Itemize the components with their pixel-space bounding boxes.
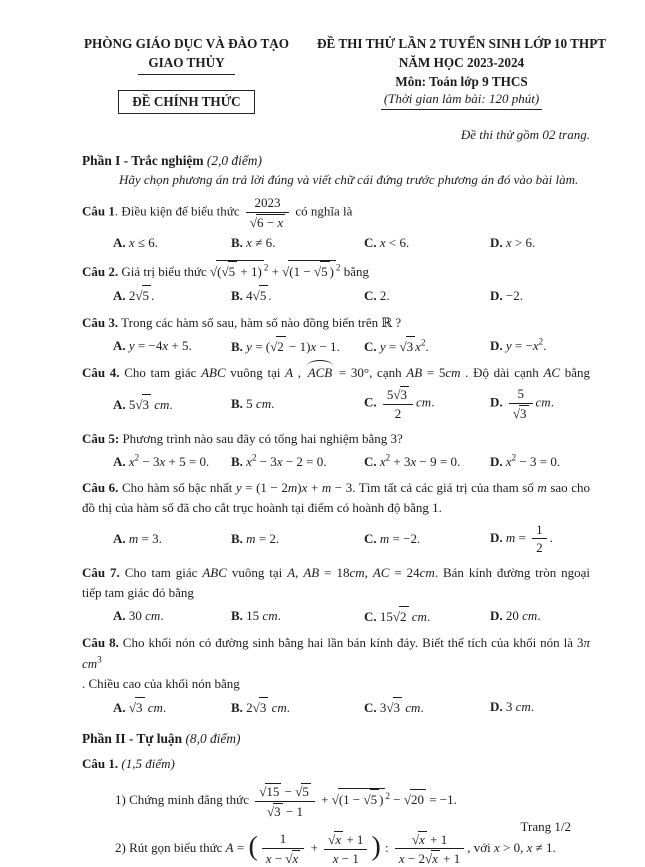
question-3	[82, 313, 590, 357]
part2-heading	[82, 731, 590, 747]
question-4-text: Câu 4. Cho tam giác ABC vuông tại A , ACB = 30°, cạnh AB = 5cm . Độ dài cạnh AC bằng	[82, 363, 590, 383]
part2-question-1-label	[82, 756, 590, 772]
exam-title: ĐỀ THI THỬ LẦN 2 TUYỂN SINH LỚP 10 THPT	[316, 36, 607, 51]
question-5-options	[113, 452, 590, 472]
question-6-option-b: B. m = 2.	[231, 530, 280, 546]
question-7-option-a: A. 30 cm.	[113, 608, 164, 624]
question-5-option-b: B. $x^2 - 3x - 2 = 0$.	[231, 452, 327, 469]
question-6-option-c: C. m = −2.	[364, 530, 421, 546]
question-2-options	[113, 285, 590, 306]
question-3-option-c: C. y = √ 3 $x^2$.	[364, 336, 490, 357]
question-8	[82, 633, 590, 717]
question-5	[82, 429, 590, 472]
question-7-option-b: B. 15 cm.	[231, 608, 281, 624]
question-7	[82, 563, 590, 627]
part2-question-1-number: Câu 1.	[82, 756, 119, 772]
question-6	[82, 478, 590, 555]
question-4-option-b: B. 5 cm.	[231, 396, 275, 412]
district-name-text: GIAO THỦY	[138, 53, 234, 75]
official-exam-label: ĐỀ CHÍNH THỨC	[118, 90, 254, 114]
question-8-option-a: A. √ 3 cm.	[113, 697, 231, 718]
question-2-option-a: A. 2 √ 5 .	[113, 285, 231, 306]
question-8-text-line2: . Chiều cao của khối nón bằng	[82, 675, 240, 691]
question-7-option-d: D. 20 cm.	[490, 608, 541, 624]
part1-title: Phần I - Trắc nghiệm	[82, 153, 204, 169]
authority-name: PHÒNG GIÁO DỤC VÀ ĐÀO TẠO	[83, 36, 290, 51]
question-4-option-d: D. 5 √ 3 cm.	[490, 386, 590, 421]
question-6-option-d: D. m = $\frac{1}{2}$ .	[490, 521, 553, 556]
header	[60, 34, 610, 114]
part2-question-1-item-1: 1) Chứng minh đẳng thức √ 15 − √ 5 √ 3 − 1 + √ (1 − √ 5 ) $^2$ − √ 20 = −1.	[115, 783, 590, 819]
question-2-option-d: D. −2.	[490, 287, 523, 303]
exam-title-block	[313, 34, 610, 114]
exam-content	[82, 153, 590, 866]
question-5-option-d: D. $x^2 - 3 = 0$.	[490, 452, 561, 469]
question-1-option-c: C. x < 6.	[364, 235, 410, 251]
question-7-option-c: C. 15 √ 2 cm.	[364, 606, 490, 627]
part2-title: Phần II - Tự luận	[82, 731, 183, 747]
page-count-note: Đề thi thử gồm 02 trang.	[460, 127, 590, 143]
question-4-option-a: A. 5 √ 3 cm.	[113, 394, 231, 415]
question-8-text-line1: Câu 8. Cho khối nón có đường sinh bằng hai lần bán kính đáy. Biết thể tích của khối nón là 3π $cm^3$	[82, 635, 590, 671]
question-2-option-c: C. 2.	[364, 287, 390, 303]
question-8-options	[113, 697, 590, 718]
question-4-options	[113, 386, 590, 421]
question-7-options	[113, 606, 590, 627]
part2-question-1-item-2: 2) Rút gọn biểu thức A = ( $\frac{1}{x - √ x}$ + √ $\frac{x + 1}{x - 1}$ ) : √ $\frac{x + 1}{x - 2 √ x + 1}$ , với x > 0, x ≠ 1.	[115, 831, 590, 867]
duration-line	[313, 91, 610, 110]
question-8-option-d: D. 3 cm.	[490, 699, 535, 715]
question-6-text-line2: đồ thị của hàm số đã cho cắt trục hoành tại điểm có hoành độ bằng 1.	[82, 500, 442, 516]
question-8-option-b: B. 2 √ 3 cm.	[231, 697, 364, 718]
question-2-option-b: B. 4 √ 5 .	[231, 285, 364, 306]
question-3-option-b: B. y = ( √ 2 − 1)x − 1.	[231, 336, 364, 357]
issuing-authority-block	[60, 34, 313, 114]
duration-text: (Thời gian làm bài: 120 phút)	[381, 91, 542, 110]
question-1-options	[113, 233, 590, 253]
question-5-option-c: C. $x^2 + 3x - 9 = 0$.	[364, 452, 461, 469]
question-1-option-d: D. x > 6.	[490, 235, 536, 251]
question-7-text-line1: Câu 7. Cho tam giác ABC vuông tại A, AB = 18cm, AC = 24cm. Bán kính đường tròn ngoại	[82, 564, 591, 580]
question-5-option-a: A. $x^2 - 3x + 5 = 0$.	[113, 452, 210, 469]
subject-line: Môn: Toán lớp 9 THCS	[395, 74, 528, 90]
question-3-option-a: A. y = −4x + 5.	[113, 338, 192, 354]
question-3-text: Câu 3. Trong các hàm số sau, hàm số nào đồng biến trên ℝ ?	[82, 314, 402, 330]
page-number: Trang 1/2	[520, 819, 571, 834]
question-1-option-b: B. x ≠ 6.	[231, 235, 276, 251]
question-6-options	[113, 522, 590, 556]
question-2-text: Câu 2. Giá trị biểu thức √ ( √ 5 + 1) $^2$ + √ (1 − √ 5 ) $^2$ bằng	[82, 260, 590, 282]
question-6-option-a: A. m = 3.	[113, 530, 162, 546]
question-1	[82, 195, 590, 253]
part1-instruction: Hãy chọn phương án trả lời đúng và viết chữ cái đứng trước phương án đó vào bài làm.	[119, 172, 579, 188]
part1-heading	[82, 153, 590, 169]
part2-question-1-points: (1,5 điểm)	[121, 756, 175, 772]
question-1-text: Câu 1. Điều kiện để biểu thức 2023 √ 6 − x có nghĩa là	[82, 195, 590, 230]
question-2	[82, 260, 590, 306]
question-3-option-d: D. $y = -x^2$.	[490, 336, 547, 354]
question-5-text: Câu 5: Phương trình nào sau đây có tổng hai nghiệm bằng 3?	[82, 430, 403, 446]
question-4-option-c: C. $\frac{5 √ 3}{2}$ cm.	[364, 386, 490, 421]
school-year: NĂM HỌC 2023-2024	[398, 55, 525, 71]
question-6-text-line1: Câu 6. Cho hàm số bậc nhất y = (1 − 2m)x + m − 3. Tìm tất cả các giá trị của tham số m sao cho	[82, 480, 590, 496]
part2-points: (8,0 điểm)	[185, 731, 241, 747]
question-8-option-c: C. 3 √ 3 cm.	[364, 697, 490, 718]
question-3-options	[113, 336, 590, 357]
question-1-option-a: A. x ≤ 6.	[113, 235, 159, 251]
question-7-text-line2: tiếp tam giác đó bằng	[82, 584, 194, 600]
part1-points: (2,0 điểm)	[206, 153, 262, 169]
district-name	[60, 53, 313, 75]
official-exam-box	[60, 75, 313, 114]
question-4	[82, 363, 590, 421]
